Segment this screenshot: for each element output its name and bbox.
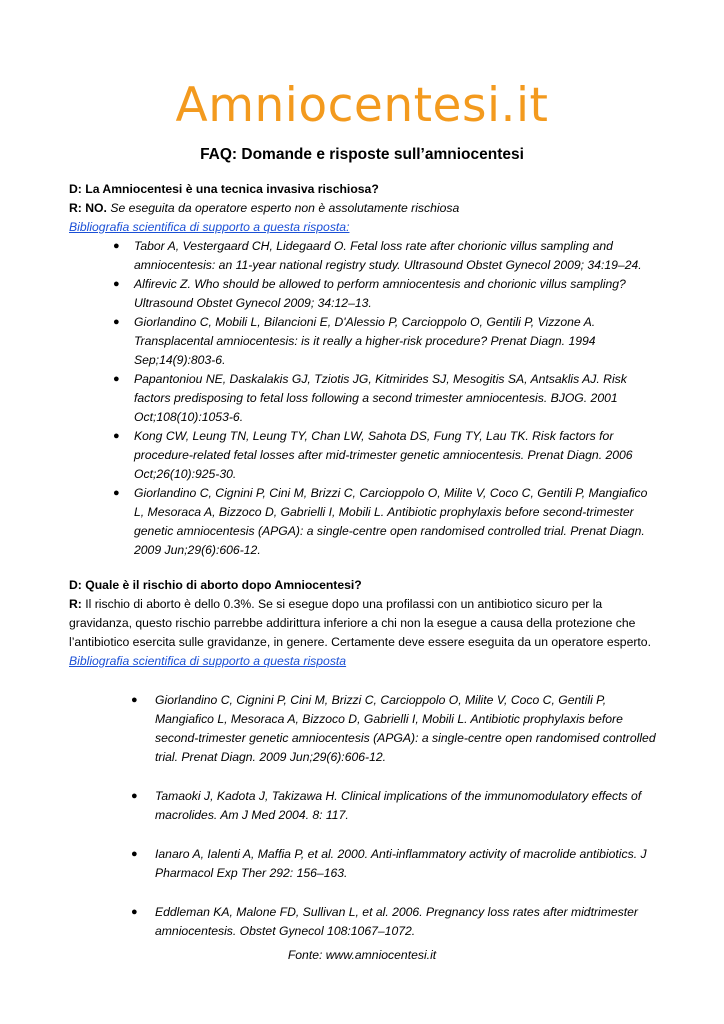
faq-answer: [69, 199, 659, 218]
reference-text: Ianaro A, Ialenti A, Maffia P, et al. 2000. Anti-inflammatory activity of macrolide antibiotics. J Pharmacol Exp Ther 292: 156–163.: [155, 847, 647, 880]
reference-item: [69, 787, 659, 825]
reference-text: Alfirevic Z. Who should be allowed to perform amniocentesis and chorionic villus sampling? Ultrasound Obstet Gynecol 2009; 34:12–13.: [134, 277, 626, 310]
answer-label: R: NO.: [69, 201, 107, 215]
reference-item: [69, 845, 659, 883]
answer-label: R:: [69, 597, 82, 611]
faq-section-2: [69, 576, 659, 961]
bullet-icon: ●: [113, 316, 120, 328]
bullet-icon: ●: [113, 373, 120, 385]
faq-question: D: Quale è il rischio di aborto dopo Amniocentesi?: [69, 578, 362, 592]
bibliography-link[interactable]: Bibliografia scientifica di supporto a questa risposta: [69, 654, 347, 668]
bullet-icon: ●: [131, 906, 138, 918]
bullet-icon: ●: [113, 240, 120, 252]
bullet-icon: ●: [131, 790, 138, 802]
bibliography-link[interactable]: Bibliografia scientifica di supporto a questa risposta:: [69, 220, 350, 234]
bullet-icon: ●: [131, 694, 138, 706]
faq-section-1: [69, 180, 659, 560]
reference-item: [69, 484, 659, 560]
bullet-icon: ●: [113, 278, 120, 290]
faq-answer: [69, 595, 659, 652]
reference-item: [69, 370, 659, 427]
reference-text: Papantoniou NE, Daskalakis GJ, Tziotis JG, Kitmirides SJ, Mesogitis SA, Antsaklis AJ. Risk factors predisposing to fetal loss following a second trimester amniocentesis. BJOG. 2001 Oct;108(10):1053-6.: [134, 372, 627, 424]
reference-item: [69, 237, 659, 275]
reference-text: Giorlandino C, Cignini P, Cini M, Brizzi C, Carcioppolo O, Milite V, Coco C, Gentili P, Mangiafico L, Mesoraca A, Bizzoco D, Gabrielli I, Mobili L. Antibiotic prophylaxis before second-trimester genetic amniocentesis (APGA): a single-centre open randomised controlled trial. Prenat Diagn. 2009 Jun;29(6):606-12.: [155, 693, 656, 764]
reference-item: [69, 903, 659, 941]
reference-item: [69, 691, 659, 767]
reference-item: [69, 313, 659, 370]
bullet-icon: ●: [131, 848, 138, 860]
bullet-icon: ●: [113, 487, 120, 499]
answer-text: Il rischio di aborto è dello 0.3%. Se si esegue dopo una profilassi con un antibiotico sicuro per la gravidanza, questo rischio parrebbe addirittura inferiore a chi non la esegue a causa della protezione che l’antibiotico esercita sulle gravidanze, in genere. Certamente deve essere eseguita da un operatore esperto.: [69, 597, 651, 649]
reference-text: Eddleman KA, Malone FD, Sullivan L, et al. 2006. Pregnancy loss rates after midtrimester amniocentesis. Obstet Gynecol 108:1067–1072.: [155, 905, 638, 938]
site-logo: Amniocentesi.it: [175, 78, 549, 133]
faq-question: D: La Amniocentesi è una tecnica invasiva rischiosa?: [69, 182, 379, 196]
reference-item: [69, 275, 659, 313]
reference-list: [69, 691, 659, 941]
reference-text: Giorlandino C, Mobili L, Bilancioni E, D'Alessio P, Carcioppolo O, Gentili P, Vizzone A. Transplacental amniocentesis: is it really a higher-risk procedure? Prenat Diagn. 1994 Sep;14(9):803-6.: [134, 315, 596, 367]
reference-text: Giorlandino C, Cignini P, Cini M, Brizzi C, Carcioppolo O, Milite V, Coco C, Gentili P, Mangiafico L, Mesoraca A, Bizzoco D, Gabrielli I, Mobili L. Antibiotic prophylaxis before second-trimester genetic amniocentesis (APGA): a single-centre open randomised controlled trial. Prenat Diagn. 2009 Jun;29(6):606-12.: [134, 486, 648, 557]
bullet-icon: ●: [113, 430, 120, 442]
page-title: FAQ: Domande e risposte sull’amniocentesi: [200, 146, 524, 163]
reference-text: Tabor A, Vestergaard CH, Lidegaard O. Fetal loss rate after chorionic villus sampling and amniocentesis: an 11-year national registry study. Ultrasound Obstet Gynecol 2009; 34:19–24.: [134, 239, 642, 272]
reference-text: Kong CW, Leung TN, Leung TY, Chan LW, Sahota DS, Fung TY, Lau TK. Risk factors for procedure-related fetal losses after mid-trimester genetic amniocentesis. Prenat Diagn. 2006 Oct;26(10):925-30.: [134, 429, 633, 481]
answer-text: Se eseguita da operatore esperto non è assolutamente rischiosa: [110, 201, 460, 215]
reference-item: [69, 427, 659, 484]
reference-list: [69, 237, 659, 560]
page-footer: Fonte: www.amniocentesi.it: [287, 948, 437, 962]
reference-text: Tamaoki J, Kadota J, Takizawa H. Clinical implications of the immunomodulatory effects of macrolides. Am J Med 2004. 8: 117.: [155, 789, 642, 822]
